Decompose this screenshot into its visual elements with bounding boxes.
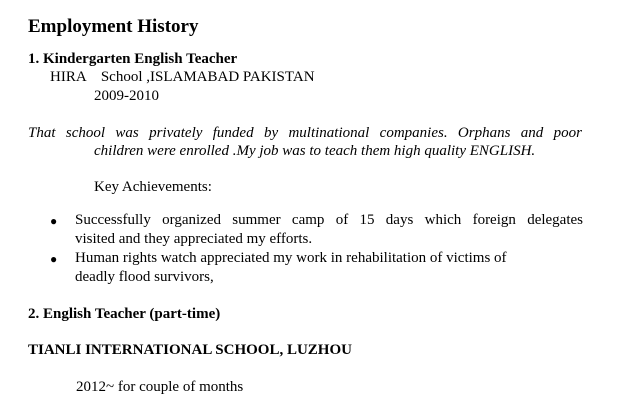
job-description-line-2: children were enrolled .My job was to teach them high quality ENGLISH. <box>94 143 536 159</box>
section-title: Employment History <box>28 16 199 37</box>
job-years: 2009-2010 <box>94 88 159 104</box>
job-school: HIRA School ,ISLAMABAD PAKISTAN <box>50 69 315 85</box>
bullet-icon: ● <box>50 214 58 228</box>
job-heading: 1. Kindergarten English Teacher <box>28 51 238 67</box>
bullet-icon: ● <box>50 252 58 266</box>
job-years: 2012~ for couple of months <box>76 379 244 395</box>
achievement-line-1: Successfully organized summer camp of 15 days which foreign delegates <box>75 212 583 228</box>
achievement-line-1: Human rights watch appreciated my work in rehabilitation of victims of <box>75 250 507 266</box>
job-description-line-1: That school was privately funded by multinational companies. Orphans and poor <box>28 125 582 141</box>
achievement-line-2: deadly flood survivors, <box>75 269 214 285</box>
achievements-label: Key Achievements: <box>94 179 212 195</box>
job-school: TIANLI INTERNATIONAL SCHOOL, LUZHOU <box>28 342 352 358</box>
job-heading: 2. English Teacher (part-time) <box>28 306 221 322</box>
achievement-line-2: visited and they appreciated my efforts. <box>75 231 313 247</box>
